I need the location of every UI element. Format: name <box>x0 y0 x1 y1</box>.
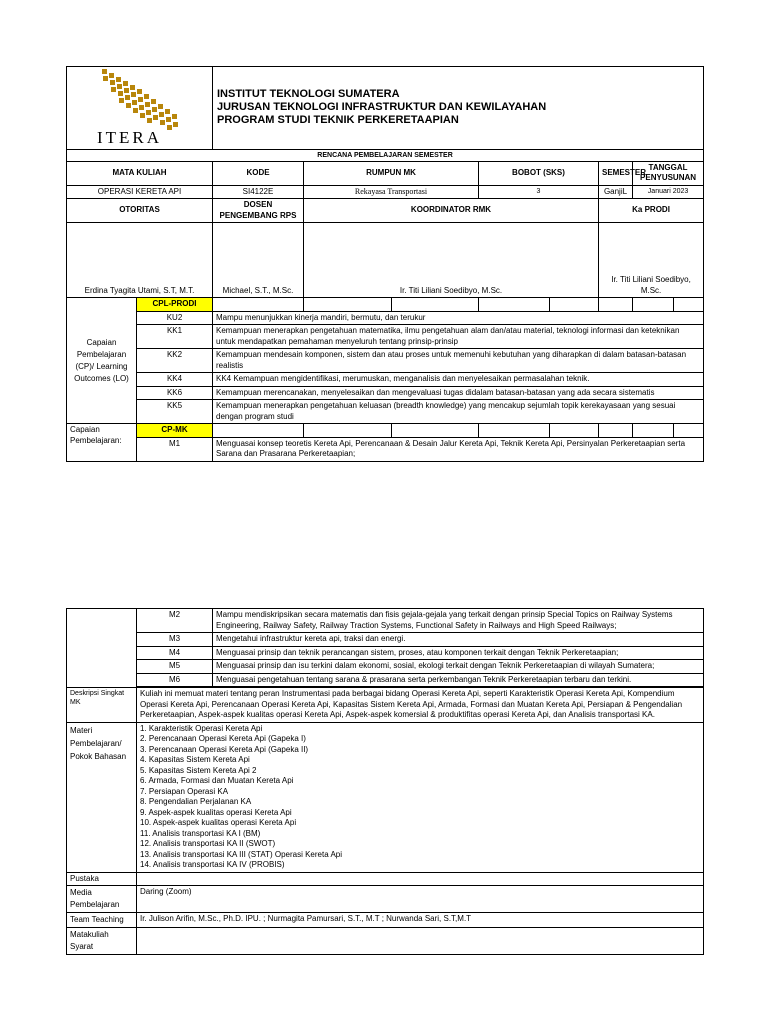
materi-label: Materi Pembelajaran/ Pokok Bahasan <box>67 722 137 872</box>
cpl-text: Kemampuan menerapkan pengetahuan matematika, ilmu pengetahuan alam dan/atau material, teknologi informasi dan keteknikan untuk mendapatkan pemahaman menyeluruh tentang prinsip-prinsip <box>213 325 704 349</box>
department-name: JURUSAN TEKNOLOGI INFRASTRUKTUR DAN KEWILAYAHAN <box>217 101 547 114</box>
list-item: 8. Pengendalian Perjalanan KA <box>140 797 252 806</box>
head-semester: SEMESTER <box>599 161 633 185</box>
cpl-header: CPL-PRODI <box>137 298 213 312</box>
cpl-row <box>67 386 704 400</box>
course-date: Januari 2023 <box>633 185 704 199</box>
cpl-row <box>67 325 704 349</box>
cpmk-row <box>67 633 704 647</box>
media-label: Media Pembelajaran <box>67 886 137 913</box>
materi-list <box>137 722 704 872</box>
list-item: 5. Kapasitas Sistem Kereta Api 2 <box>140 765 257 775</box>
prasyarat-label: Matakuliah Syarat <box>67 928 137 955</box>
pustaka-text <box>137 872 704 886</box>
cpl-row <box>67 400 704 424</box>
cpmk-row <box>67 646 704 660</box>
cpl-section-label: Capaian Pembelajaran (CP)/ Learning Outcomes (LO) <box>67 298 137 424</box>
itera-logo <box>67 67 213 145</box>
doc-title: RENCANA PEMBELAJARAN SEMESTER <box>67 149 704 161</box>
list-item: 3. Perencanaan Operasi Kereta Api (Gapeka II) <box>140 744 309 754</box>
head-otoritas: OTORITAS <box>67 199 213 223</box>
pustaka-label: Pustaka <box>67 872 137 886</box>
rps-continuation-table <box>66 608 704 955</box>
cpmk-code: M1 <box>137 437 213 461</box>
cpl-code: KK5 <box>137 400 213 424</box>
course-name: OPERASI KERETA API <box>67 185 213 199</box>
list-item: 9. Aspek-aspek kualitas operasi Kereta Api <box>140 807 292 817</box>
cpmk-row <box>67 437 704 461</box>
media-text: Daring (Zoom) <box>137 886 704 913</box>
team-text: Ir. Julison Arifin, M.Sc., Ph.D. IPU. ; Nurmagita Pamursari, S.T., M.T ; Nurwanda Sari, S.T,M.T <box>137 913 704 928</box>
signature-koordinator: Ir. Titi Liliani Soedibyo, M.Sc. <box>304 223 599 298</box>
cpl-text: KK4 Kemampuan mengidentifikasi, merumuskan, menganalisis dan menyelesaikan permasalahan teknik. <box>213 373 704 387</box>
list-item: 1. Karakteristik Operasi Kereta Api <box>140 723 263 733</box>
rps-page-1 <box>66 66 703 462</box>
cpmk-code: M2 <box>137 609 213 633</box>
cpmk-text: Menguasai prinsip dan isu terkini dalam ekonomi, sosial, ekologi terkait dengan Teknik Perkeretaapian di wilayah Sumatera; <box>213 660 704 674</box>
cpmk-text: Mengetahui infrastruktur kereta api, traksi dan energi. <box>213 633 704 647</box>
head-dosen: DOSEN PENGEMBANG RPS <box>213 199 304 223</box>
list-item: 2. Perencanaan Operasi Kereta Api (Gapeka I) <box>140 734 306 743</box>
list-item: 10. Aspek-aspek kualitas operasi Kereta Api <box>140 818 297 827</box>
course-sks: 3 <box>479 185 599 199</box>
list-item: 11. Analisis transportasi KA I (BM) <box>140 828 261 838</box>
head-rumpun: RUMPUN MK <box>304 161 479 185</box>
cpmk-header: CP-MK <box>137 424 213 438</box>
cpmk-text: Mampu mendiskripsikan secara matematis dan fisis gejala-gejala yang terkait dengan prinsip Special Topics on Railway Systems Engineering, Railway Safety, Railway Traction Systems, Functional Safety in Railways and High Speed Railways; <box>213 609 704 633</box>
institution-block <box>213 67 704 150</box>
cpl-row <box>67 349 704 373</box>
institute-name: INSTITUT TEKNOLOGI SUMATERA <box>217 88 400 101</box>
head-tanggal: TANGGAL PENYUSUNAN <box>633 161 704 185</box>
head-kode: KODE <box>213 161 304 185</box>
signature-otoritas: Erdina Tyagita Utami, S.T, M.T. <box>67 223 213 298</box>
cpl-text: Kemampuan merencanakan, menyelesaikan dan mengevaluasi tugas didalam batasan-batasan yang ada secara sistematis <box>213 386 704 400</box>
list-item: 6. Armada, Formasi dan Muatan Kereta Api <box>140 776 294 785</box>
deskripsi-label: Deskripsi Singkat MK <box>67 688 137 723</box>
cpl-text: Kemampuan mendesain komponen, sistem dan atau proses untuk memenuhi kebutuhan yang diharapkan di dalam batasan-batasan realistis <box>213 349 704 373</box>
head-koordinator: KOORDINATOR RMK <box>304 199 599 223</box>
signature-kaprodi: Ir. Titi Liliani Soedibyo, M.Sc. <box>599 223 704 298</box>
cpmk-row <box>67 609 704 633</box>
deskripsi-text: Kuliah ini memuat materi tentang peran Instrumentasi pada berbagai bidang Operasi Kereta Api, seperti Karakteristik Operasi Kereta Api, Kompendium Operasi Kereta Api, Perencanaan Operasi Kereta Api, Kapasitas Sistem Kereta Api, Armada, Formasi dan Muatan Kereta Api, Persiapan & Pengendalian Perkeretaapian, Aspek-aspek kualitas operasi Kereta Api, Aspek-aspek komersial & produktifitas operasi Kereta Api, dan Analisis transportasi KA. <box>137 688 704 723</box>
logo-wordmark: ITERA <box>97 128 163 147</box>
cpl-text: Kemampuan menerapkan pengetahuan keluasan (breadth knowledge) yang mencakup sejumlah topik kerekayasaan yang sesuai dengan program studi <box>213 400 704 424</box>
program-name: PROGRAM STUDI TEKNIK PERKERETAAPIAN <box>217 114 459 127</box>
list-item: 4. Kapasitas Sistem Kereta Api <box>140 755 250 764</box>
rps-page-2 <box>66 608 703 955</box>
team-label: Team Teaching <box>67 913 137 928</box>
list-item: 7. Persiapan Operasi KA <box>140 786 229 796</box>
cpmk-code: M3 <box>137 633 213 647</box>
cpl-code: KK2 <box>137 349 213 373</box>
cpmk-section-label: Capaian Pembelajaran: <box>67 424 137 462</box>
cpl-code: KK1 <box>137 325 213 349</box>
list-item: 14. Analisis transportasi KA IV (PROBIS) <box>140 860 285 869</box>
cpmk-code: M4 <box>137 646 213 660</box>
cpl-row <box>67 373 704 387</box>
cpmk-code: M6 <box>137 673 213 687</box>
cpmk-code: M5 <box>137 660 213 674</box>
course-code: SI4122E <box>213 185 304 199</box>
cpl-code: KK4 <box>137 373 213 387</box>
list-item: 12. Analisis transportasi KA II (SWOT) <box>140 839 276 848</box>
cpmk-text: Menguasai prinsip dan teknik perancangan sistem, proses, atau komponen terkait dengan Teknik Perkeretaapian; <box>213 646 704 660</box>
head-bobot: BOBOT (SKS) <box>479 161 599 185</box>
course-rumpun: Rekayasa Transportasi <box>304 185 479 199</box>
rps-header-table <box>66 66 704 462</box>
cpl-code: KU2 <box>137 311 213 325</box>
cpmk-row <box>67 673 704 687</box>
signature-dosen: Michael, S.T., M.Sc. <box>213 223 304 298</box>
head-kaprodi: Ka PRODI <box>599 199 704 223</box>
list-item: 13. Analisis transportasi KA III (STAT) Operasi Kereta Api <box>140 849 343 859</box>
cpl-text: Mampu menunjukkan kinerja mandiri, bermutu, dan terukur <box>213 311 704 325</box>
prasyarat-text <box>137 928 704 955</box>
cpl-code: KK6 <box>137 386 213 400</box>
cpmk-text: Menguasai konsep teoretis Kereta Api, Perencanaan & Desain Jalur Kereta Api, Teknik Kereta Api, Persinyalan Perkeretaapian serta Sarana dan Prasarana Perkeretaapian; <box>213 437 704 461</box>
logo-cell <box>67 67 213 150</box>
cpmk-row <box>67 660 704 674</box>
cpl-row <box>67 311 704 325</box>
course-semester: GanjiL <box>599 185 633 199</box>
cpmk-text: Menguasai pengetahuan tentang sarana & prasarana serta perkembangan Teknik Perkeretaapian terbaru dan terkini. <box>213 673 704 687</box>
head-mata-kuliah: MATA KULIAH <box>67 161 213 185</box>
